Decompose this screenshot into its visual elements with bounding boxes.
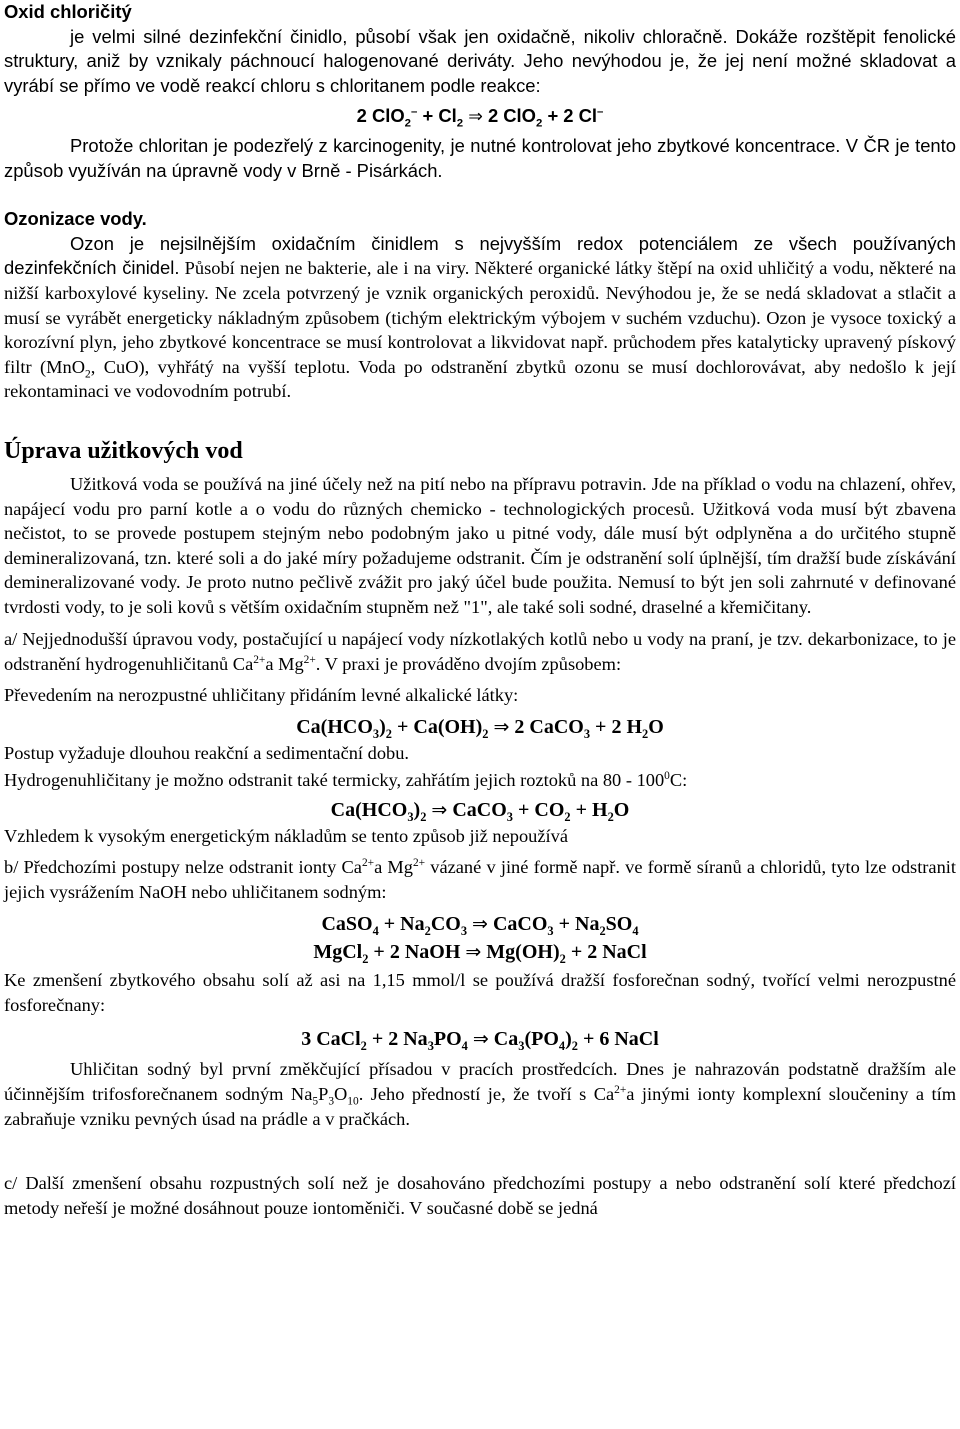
implies-arrow-icon: ⇒ <box>472 1028 489 1051</box>
precipitation-paragraph: b/ Předchozími postupy nelze odstranit ionty $Ca^{2+}a$ $Mg^{2+}$ vázané v jiné formě např. ve formě síranů a chloridů, tyto lze odstranit jejich vysrážením NaOH nebo uhličitanem sodným: <box>4 856 957 902</box>
procedure-line: Postup vyžaduje dlouhou reakční a sedimentační dobu. <box>4 743 410 764</box>
equation-lime: $Ca(HCO_3)_2 + Ca(OH)_2$ ⇒ 2 CaCO$_3$ + 2 $H_2O$ <box>296 716 664 742</box>
service-water-paragraph: Užitková voda se používá na jiné účely než na pití nebo na přípravu potravin. Jde na příklad o vodu na chlazení, ohřev, napájecí vodu pro parní kotle a o vodu do různých chemicko - technologických procesů. Užitková voda musí být zbavena nečistot, to se provede postupem stejným nebo podobným jako u pitné vody, dále musí být odplyněna a do určitého stupně demineralizovaná, tzn. které soli a do jaké míry požadujeme odstranit. Čím je odstranění solí úplnější, tím dražší bude získávání demineralizované vody. Je proto nutno pečlivě zvážit pro jaký účel bude použita. Nemusí to být jen soli zahrnuté v definované tvrdosti vody, to je soli kovů s větším oxidačním stupněm než "1", ale také soli sodné, draselné a křemičitany. <box>4 473 956 617</box>
implies-arrow-icon: ⇒ <box>493 716 510 739</box>
chlorite-note-paragraph: Protože chloritan je podezřelý z karcinogenity, je nutné kontrolovat jeho zbytkové koncentrace. V ČR je tento způsob využíván na úpravně vody v Brně - Pisárkách. <box>4 134 956 181</box>
thermal-line: Hydrogenuhličitany je možno odstranit také termicky, zahřátím jejich roztoků na $80 - 100^0C$: <box>4 769 688 790</box>
implies-arrow-icon: ⇒ <box>472 913 488 936</box>
ion-exchange-paragraph: c/ Další zmenšení obsahu rozpustných solí než je dosahováno předchozími postupy a nebo odstranění solí které předchozí metody neřeší je možné dosáhnout pouze iontoměniči. V současné době se jedná <box>4 1173 956 1218</box>
equation-chloride: MgCl$_2$ + 2 NaOH ⇒ $Mg(OH)_2 + 2$ NaCl <box>313 941 647 967</box>
ozonation-paragraph: Ozon je nejsilnějším oxidačním činidlem s nejvyšším redox potenciálem ze všech používaných dezinfekčních činidel. Působí nejen ne bakterie, ale i na viry. Některé organické látky štěpí na oxid uhličitý a vodu, některé na nižší karboxylové kyseliny. Ne zcela potvrzený je vznik organických peroxidů. Nevýhodou je, že se nedá skladovat a stlačit a musí se vyrábět energeticky nákladným způsobem (tichým elektrickým výbojem v suchém vzduchu). Ozon je vysoce toxický a korozívní plyn, jeho zbytkové koncentrace se musí kontrolovat a likvidovat např. průchodem přes katalyticky upravený pískový filtr (MnO$_2$, CuO), vyhřátý na vyšší teplotu. Voda po odstranění zbytků ozonu se musí dochlorovávat, aby nedošlo k její rekontaminaci ve vodovodním potrubí. <box>4 232 957 402</box>
chlorine-dioxide-equation: 2 $ClO_2^- + Cl_2$ ⇒ 2 ClO$_2$ + 2 Cl– <box>356 105 604 131</box>
equation-thermal: $Ca(HCO_3)_2$ ⇒ CaCO$_3$ + $CO_2 + H_2O$ <box>330 799 630 825</box>
equation-phosphate: 3 CaCl$_2$ + 2 $Na_3PO_4$ ⇒ $Ca_3(PO_4)_2 + 6$ NaCl <box>301 1028 659 1054</box>
implies-arrow-icon: ⇒ <box>431 799 448 822</box>
implies-arrow-icon: ⇒ <box>465 941 482 964</box>
implies-arrow-icon: ⇒ <box>468 107 483 128</box>
equation-sulfate: CaSO$_4$ + $Na_2CO_3$ ⇒ CaCO$_3$ + $Na_2SO_4$ <box>321 913 639 939</box>
conversion-line: Převedením na nerozpustné uhličitany přidáním levné alkalické látky: <box>4 684 519 705</box>
chlorine-dioxide-heading: Oxid chloričitý <box>4 1 132 22</box>
service-water-heading: Úprava užitkových vod <box>4 437 243 464</box>
energy-line: Vzhledem k vysokým energetickým nákladům se tento způsob již nepoužívá <box>4 826 569 847</box>
phosphate-paragraph: Ke zmenšení zbytkového obsahu solí až asi na 1,15 mmol/l se používá dražší fosforečnan sodný, tvořící velmi nerozpustné fosforečnany: <box>4 970 956 1015</box>
ozonation-heading: Ozonizace vody. <box>4 208 147 230</box>
decarbonization-paragraph: a/ Nejjednodušší úpravou vody, postačující u napájecí vody nízkotlakých kotlů nebo u vody na praní, je tzv. dekarbonizace, to je odstranění hydrogenuhličitanů $Ca^{2+}a$ $Mg^{2+}$. V praxi je prováděno dvojím způsobem: <box>4 629 956 675</box>
chlorine-dioxide-paragraph: je velmi silné dezinfekční činidlo, působí však jen oxidačně, nikoliv chloračně. Dokáže rozštěpit fenolické struktury, aniž by vznikaly páchnoucí halogenované deriváty. Jeho nevýhodou je, že jej není možné skladovat a vyrábí se přímo ve vodě reakcí chloru s chloritanem podle reakce: <box>4 25 956 96</box>
softener-paragraph: Uhličitan sodný byl první změkčující přísadou v pracích prostředcích. Dnes je nahrazován podstatně dražším ale účinnějším trifosforečnanem sodným $Na_5P_3O_{10}$. Jeho předností je, že tvoří s $Ca^{2+}a$ jinými ionty komplexní sloučeniny a tím zabraňuje vzniku pevných úsad na prádle a v pračkách. <box>4 1059 957 1129</box>
